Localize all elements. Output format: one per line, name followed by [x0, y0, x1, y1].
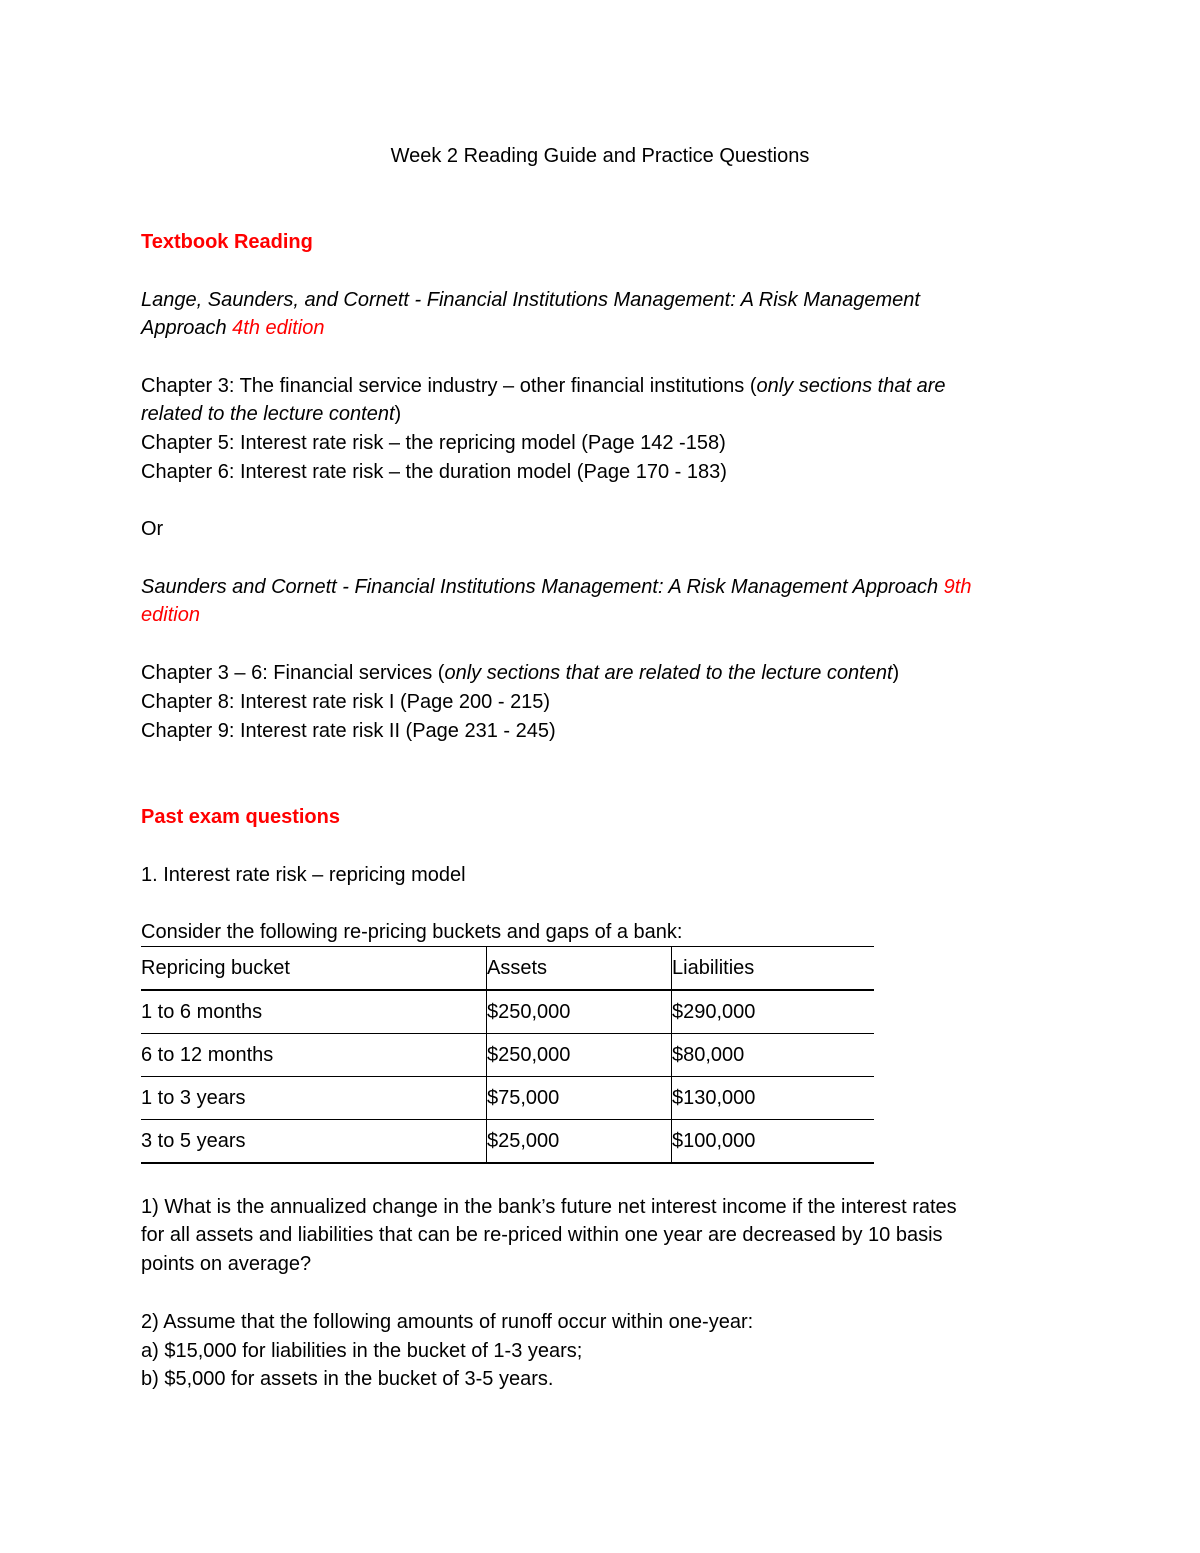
table-cell: $250,000: [487, 1034, 672, 1077]
table-cell: $130,000: [672, 1077, 875, 1120]
textbook-reading-heading: Textbook Reading: [141, 231, 313, 253]
table-cell: 1 to 6 months: [141, 990, 487, 1034]
table-cell: $80,000: [672, 1034, 875, 1077]
subquestion2-item-b: b) $5,000 for assets in the bucket of 3-5 years.: [141, 1368, 554, 1390]
subquestion1-line3: points on average?: [141, 1253, 312, 1275]
chapter3-line1: [141, 372, 946, 400]
book1-line2-text: Approach: [141, 317, 233, 339]
book2-line1: [141, 573, 971, 601]
header-repricing-bucket: Repricing bucket: [141, 947, 487, 991]
subquestion2-line1: 2) Assume that the following amounts of runoff occur within one-year:: [141, 1311, 754, 1333]
book2-line1-text: Saunders and Cornett - Financial Institutions Management: A Risk Management Approach: [141, 576, 944, 598]
table-cell: $290,000: [672, 990, 875, 1034]
table-header-row: [141, 947, 874, 991]
or-separator: Or: [141, 518, 164, 540]
chapter3-italic-2: related to the lecture content: [141, 403, 395, 425]
chapter3-6-italic: only sections that are related to the lecture content: [444, 662, 893, 684]
book1-edition: 4th edition: [232, 317, 325, 339]
chapter3-line2: [141, 400, 401, 428]
subquestion1-line1: 1) What is the annualized change in the bank’s future net interest income if the interest rates: [141, 1196, 957, 1218]
table-row: [141, 1077, 874, 1120]
table-row: [141, 1034, 874, 1077]
table-intro: Consider the following re-pricing buckets and gaps of a bank:: [141, 921, 683, 943]
question1-title: 1. Interest rate risk – repricing model: [141, 864, 466, 886]
page-title: Week 2 Reading Guide and Practice Questions: [390, 145, 810, 167]
table-row: [141, 1120, 874, 1164]
chapter8-line: Chapter 8: Interest rate risk I (Page 200 - 215): [141, 691, 551, 713]
table-cell: $100,000: [672, 1120, 875, 1164]
book2-edition-part2: edition: [141, 604, 200, 626]
header-assets: Assets: [487, 947, 672, 991]
chapter3-end: ): [394, 403, 402, 425]
subquestion2-item-a: a) $15,000 for liabilities in the bucket of 1-3 years;: [141, 1340, 583, 1362]
subquestion1-line2: for all assets and liabilities that can be re-priced within one year are decreased by 10 basis: [141, 1224, 943, 1246]
table-cell: 3 to 5 years: [141, 1120, 487, 1164]
table-cell: 6 to 12 months: [141, 1034, 487, 1077]
table-cell: 1 to 3 years: [141, 1077, 487, 1120]
chapter3-6-line: [141, 659, 899, 687]
chapter3-italic: only sections that are: [756, 375, 946, 397]
chapter9-line: Chapter 9: Interest rate risk II (Page 231 - 245): [141, 720, 556, 742]
chapter5-line: Chapter 5: Interest rate risk – the repricing model (Page 142 -158): [141, 432, 726, 454]
chapter3-6-main: Chapter 3 – 6: Financial services (: [141, 662, 445, 684]
repricing-table: [141, 946, 874, 1164]
book1-line1: Lange, Saunders, and Cornett - Financial Institutions Management: A Risk Management: [141, 289, 920, 311]
book2-edition-part1: 9th: [943, 576, 972, 598]
table-cell: $250,000: [487, 990, 672, 1034]
book1-line2: [141, 314, 324, 342]
table-cell: $75,000: [487, 1077, 672, 1120]
chapter6-line: Chapter 6: Interest rate risk – the duration model (Page 170 - 183): [141, 461, 727, 483]
past-exam-heading: Past exam questions: [141, 806, 340, 828]
header-liabilities: Liabilities: [672, 947, 875, 991]
chapter3-6-end: ): [892, 662, 900, 684]
table-cell: $25,000: [487, 1120, 672, 1164]
chapter3-main: Chapter 3: The financial service industry – other financial institutions (: [141, 375, 757, 397]
table-row: [141, 990, 874, 1034]
